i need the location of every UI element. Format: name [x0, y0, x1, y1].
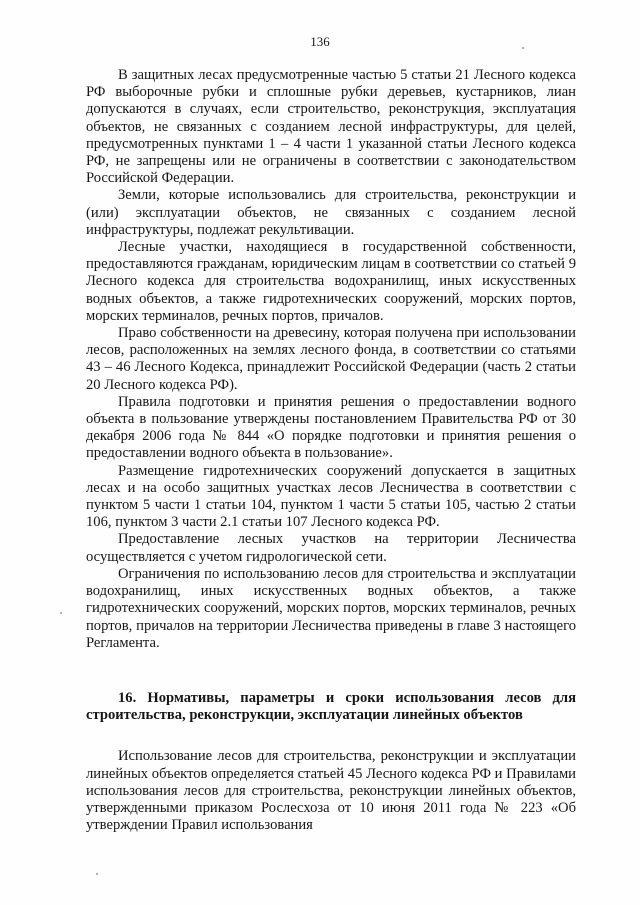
paragraph-water-object-rules: Правила подготовки и принятия решения о предоставлении водного объекта в пользование утверждены постановлением Правительства РФ от 30 декабря 2006 года № 844 «О порядке подготовки и принятия решения о предоставлении водного объекта в пользование». [86, 393, 576, 462]
scan-speck [60, 612, 62, 614]
paragraph-land-recultivation: Земли, которые использовались для строительства, реконструкции и (или) эксплуатации объектов, не связанных с созданием лесной инфраструктуры, подлежат рекультивации. [86, 187, 576, 238]
scan-speck [96, 873, 98, 875]
paragraph-linear-objects: Использование лесов для строительства, реконструкции и эксплуатации линейных объектов определяется статьей 45 Лесного кодекса РФ и Правилами использования лесов для строительства, реконструкции линейных объектов, утвержденными приказом Рослесхоза от 10 июня 2011 года № 223 «Об утверждении Правил использования [86, 748, 576, 834]
paragraph-hydrological-network: Предоставление лесных участков на территории Лесничества осуществляется с учетом гидрологической сети. [86, 531, 576, 565]
paragraph-forest-plots-provision: Лесные участки, находящиеся в государственной собственности, предоставляются гражданам, юридическим лицам в соответствии со статьей 9 Лесного кодекса для строительства водохранилищ, иных искусственных водных объектов, а также гидротехнических сооружений, морских портов, морских терминалов, речных портов, причалов. [86, 239, 576, 324]
page-body [86, 67, 576, 834]
section-heading: 16. Нормативы, параметры и сроки использования лесов для строительства, реконструкции, эксплуатации линейных объектов [86, 689, 576, 724]
paragraph-restrictions: Ограничения по использованию лесов для строительства и эксплуатации водохранилищ, иных искусственных водных объектов, а также гидротехнических сооружений, морских портов, морских терминалов, речных портов, причалов на территории Лесничества приведены в главе 3 настоящего Регламента. [86, 565, 576, 651]
paragraph-protective-forests-felling: В защитных лесах предусмотренные частью 5 статьи 21 Лесного кодекса РФ выборочные рубки и сплошные рубки деревьев, кустарников, лиан допускаются в случаях, если строительство, реконструкция, эксплуатация объектов, не связанных с созданием лесной инфраструктуры, для целей, предусмотренных пунктами 1 – 4 части 1 указанной статьи Лесного кодекса РФ, не запрещены или не ограничены в соответствии с законодательством Российской Федерации. [86, 67, 576, 187]
scan-speck [522, 47, 524, 49]
paragraph-hydraulic-structures: Размещение гидротехнических сооружений допускается в защитных лесах и на особо защитных участках лесов Лесничества в соответствии с пунктом 5 части 1 статьи 104, пунктом 1 части 5 статьи 105, частью 2 статьи 106, пунктом 3 части 2.1 статьи 107 Лесного кодекса РФ. [86, 462, 576, 531]
paragraph-timber-ownership: Право собственности на древесину, которая получена при использовании лесов, расположенных на землях лесного фонда, в соответствии со статьями 43 – 46 Лесного Кодекса, принадлежит Российской Федерации (часть 2 статьи 20 Лесного кодекса РФ). [86, 325, 576, 393]
page-number: 136 [310, 34, 330, 49]
